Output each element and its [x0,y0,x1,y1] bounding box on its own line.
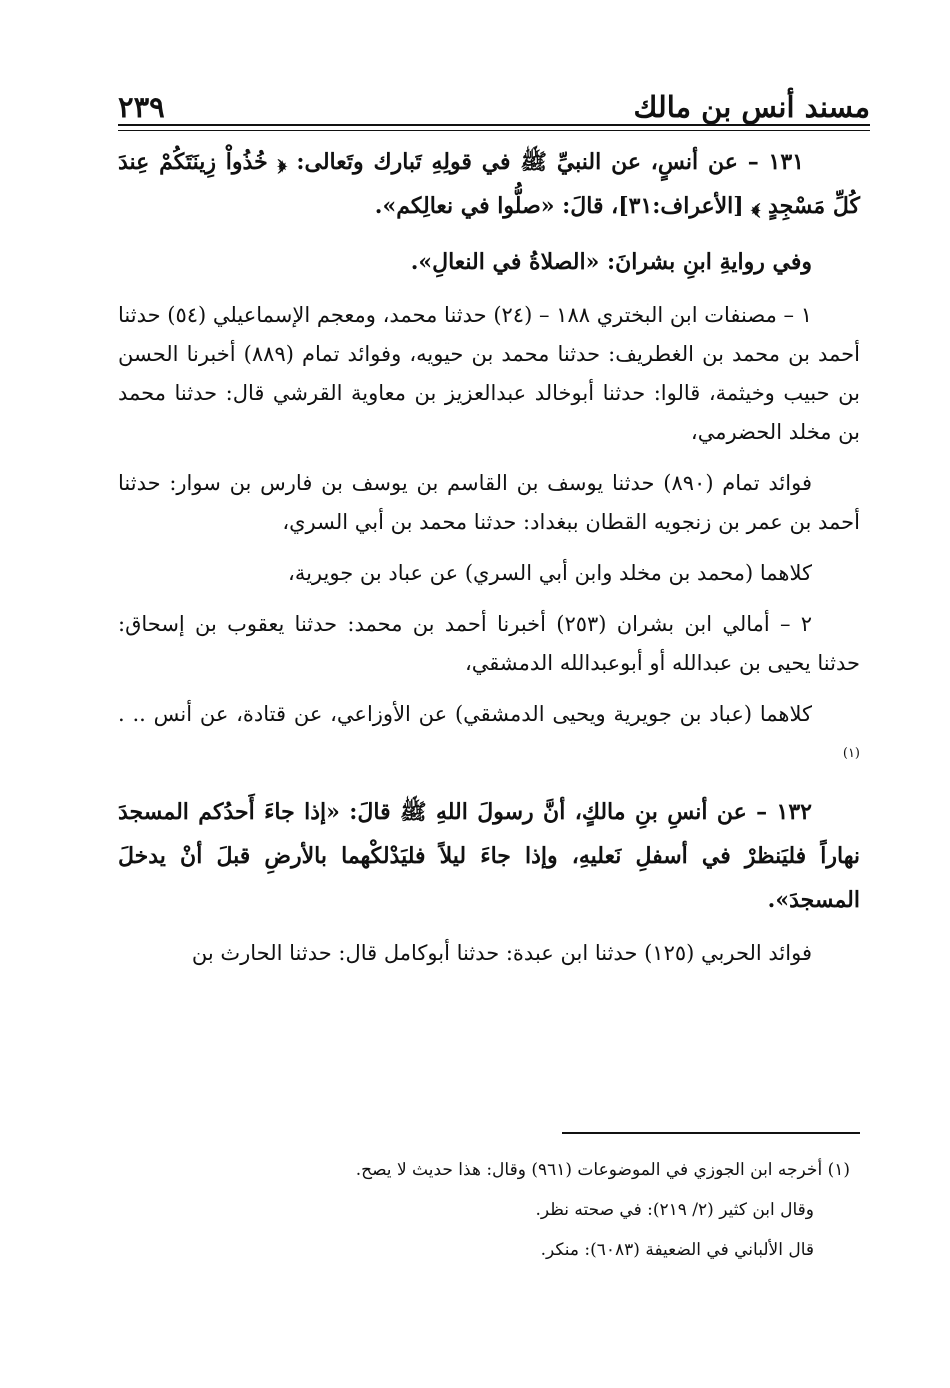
hadith-131-text: ١٣١ – عن أنسٍ، عن النبيِّ ﷺ في قولِهِ تَبارك وتَعالى: ﴿ خُذُواْ زِينَتَكُمْ عِندَ كُلِّ مَسْجِدٍ ﴾ [الأعراف:٣١]، قالَ: «صلُّوا في نعالِكم». [118,149,860,219]
page-header [118,78,870,124]
takhrij-paragraph: ١ – مصنفات ابن البختري ١٨٨ – (٢٤) حدثنا محمد، ومعجم الإسماعيلي (٥٤) حدثنا أحمد بن محمد بن الغطريف: حدثنا محمد بن حيويه، وفوائد تمام (٨٨٩) أخبرنا الحسن بن حبيب وخيثمة، قالوا: حدثنا أبوخالد عبدالعزيز بن معاوية القرشي قال: حدثنا محمد بن مخلد الحضرمي، [118,303,860,444]
main-text [118,140,860,985]
footnotes [118,1150,850,1270]
hadith-131-variant: وفي روايةِ ابنِ بشرانَ: «الصلاةُ في النعالِ». [410,249,812,275]
takhrij-paragraph: فوائد الحربي (١٢٥) حدثنا ابن عبدة: حدثنا أبوكامل قال: حدثنا الحارث بن [191,941,812,965]
header-divider [118,124,870,131]
page-title: مسند أنس بن مالك [633,90,870,124]
footnote-item: قال الألباني في الضعيفة (٦٠٨٣): منكر. [540,1240,814,1260]
takhrij-paragraph: ٢ – أمالي ابن بشران (٢٥٣) أخبرنا أحمد بن محمد: حدثنا يعقوب بن إسحاق: حدثنا يحيى بن عبدالله أو أبوعبدالله الدمشقي، [118,612,860,675]
page-number: ٢٣٩ [118,90,165,124]
footnote-item: وقال ابن كثير (٢/ ٢١٩): في صحته نظر. [535,1200,814,1220]
takhrij-paragraph: كلاهما (محمد بن مخلد وابن أبي السري) عن عباد بن جويرية، [288,561,812,585]
hadith-132-text: ١٣٢ – عن أنسِ بنِ مالكٍ، أنَّ رسولَ اللهِ ﷺ قالَ: «إذا جاءَ أَحدُكم المسجدَ نهاراً فليَنظرْ في أسفلِ نَعليهِ، وإذا جاءَ ليلاً فليَدْلكْهما بالأرضِ قبلَ أنْ يدخلَ المسجدَ». [118,799,860,913]
takhrij-paragraph: كلاهما (عباد بن جويرية ويحيى الدمشقي) عن الأوزاعي، عن قتادة، عن أنس .. . $^{(١)}$ [118,702,860,761]
footnote-reference[interactable]: (١) [842,746,860,761]
footnote-divider [562,1132,860,1134]
takhrij-paragraph: فوائد تمام (٨٩٠) حدثنا يوسف بن القاسم بن يوسف بن فارس بن سوار: حدثنا أحمد بن عمر بن زنجويه القطان ببغداد: حدثنا محمد بن أبي السري، [118,471,860,534]
footnote-item: (١) أخرجه ابن الجوزي في الموضوعات (٩٦١) وقال: هذا حديث لا يصح. [355,1160,850,1180]
